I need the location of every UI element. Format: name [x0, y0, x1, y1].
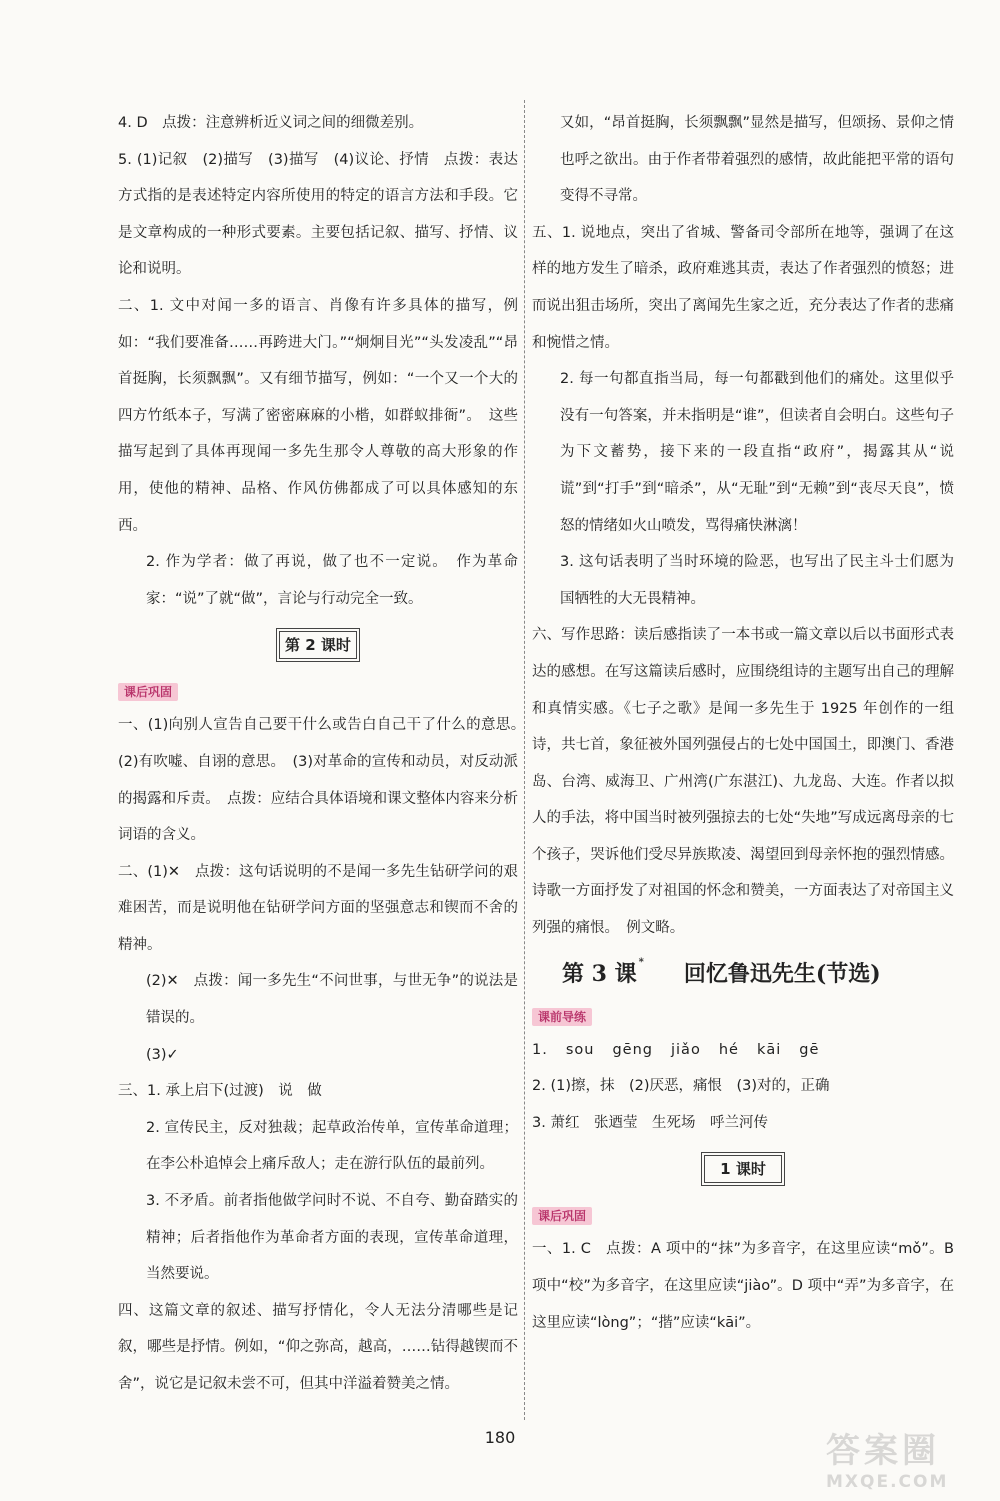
consolidate-4: 四、这篇文章的叙述、描写抒情化，令人无法分清哪些是记叙，哪些是抒情。例如，“仰之弥高，越高，……钻得越锲而不舍”，说它是记叙未尝不可，但其中洋溢着赞美之情。 — [118, 1302, 518, 1392]
after-class-tag-2: 课后巩固 — [532, 1207, 592, 1225]
consolidate-2-2: (2)✕ 点拨：闻一多先生“不问世事，与世无争”的说法是错误的。 — [146, 973, 518, 1027]
answer-2-2: 2. 作为学者：做了再说，做了也不一定说。 作为革命家：“说”了就“做”，言论与行动完全一致。 — [146, 554, 518, 607]
after-class-tag: 课后巩固 — [118, 683, 178, 701]
site-watermark — [826, 1423, 986, 1493]
consolidate-1: 一、(1)向别人宣告自己要干什么或告白自己干了什么的意思。 (2)有吹嘘、自诩的意思。 (3)对革命的宣传和动员，对反动派的揭露和斥责。 点拨：应结合具体语境和课文整体内容来分析词语的含义。 — [118, 717, 533, 844]
consolidate-3-1: 三、1. 承上启下(过渡) 说 做 — [118, 1083, 322, 1100]
word-meaning-answer: 2. (1)擦，抹 (2)厌恶，痛恨 (3)对的，正确 — [532, 1078, 830, 1095]
consolidate-3-2: 2. 宣传民主，反对独裁；起草政治传单，宣传革命道理；在李公朴追悼会上痛斥敌人；走在游行队伍的最前列。 — [146, 1119, 518, 1173]
right-column — [532, 105, 954, 1341]
author-answer: 3. 萧红 张迺莹 生死场 呼兰河传 — [532, 1114, 768, 1131]
lesson-3-number: 第 3 课 — [562, 960, 637, 987]
lesson-3-title — [532, 957, 954, 988]
pinyin-label: 1. — [532, 1041, 548, 1058]
lesson-2-heading: 第 2 课时 — [279, 631, 357, 659]
watermark-url: MXQE.COM — [826, 1472, 949, 1492]
consolidate-1-1: 一、1. C 点拨：A 项中的“抹”为多音字，在这里应读“mǒ”。B 项中“校”为多音字，在这里应读“jiào”。D 项中“弄”为多音字，在这里应读“lòng”；“揩”应读“kāi”。 — [532, 1241, 954, 1331]
watermark-logo: 答案圈 — [826, 1431, 940, 1471]
lesson-3-name: 回忆鲁迅先生(节选) — [683, 960, 881, 987]
consolidate-3-3: 3. 不矛盾。前者指他做学问时不说、不自夸、勤奋踏实的精神；后者指他作为革命者方面的表现，宣传革命道理，当然要说。 — [146, 1193, 518, 1283]
optional-star: * — [638, 956, 644, 968]
answer-2-1: 二、1. 文中对闻一多的语言、肖像有许多具体的描写，例如：“我们要准备……再跨进大门。”“炯炯目光”“头发凌乱”“昂首挺胸，长须飘飘”。又有细节描写，例如：“一个又一个大的四方竹纸本子，写满了密密麻麻的小楷，如群蚁排衙”。 这些描写起到了具体再现闻一多先生那令人尊敬的高大形象的作用，使他的精神、品格、作风仿佛都成了可以具体感知的东西。 — [118, 297, 518, 534]
pre-class-tag: 课前导练 — [532, 1008, 592, 1026]
pinyin-answer: 1. sou gēng jiǎo hé kāi gē — [532, 1041, 820, 1058]
answer-5: 5. (1)记叙 (2)描写 (3)描写 (4)议论、抒情 点拨：表达方式指的是表述特定内容所使用的特定的语言方法和手段。它是文章构成的一种形式要素。主要包括记叙、描写、抒情、议论和说明。 — [118, 151, 519, 278]
page-number: 180 — [484, 1428, 516, 1447]
answer-6-writing: 六、写作思路：读后感指读了一本书或一篇文章以后以书面形式表达的感想。在写这篇读后感时，应围绕组诗的主题写出自己的理解和真情实感。《七子之歌》是闻一多先生于 1925 年创作的一组诗，共七首，象征被外国列强侵占的七处中国国土，即澳门、香港岛、台湾、威海卫、广州湾(广东湛江)、九龙岛、大连。作者以拟人的手法，将中国当时被列强掠去的七处“失地”写成远离母亲的七个孩子，哭诉他们受尽异族欺凌、渴望回到母亲怀抱的强烈情感。诗歌一方面抒发了对祖国的怀念和赞美，一方面表达了对帝国主义列强的痛恨。 例文略。 — [532, 627, 954, 937]
consolidate-2-1: 二、(1)✕ 点拨：这句话说明的不是闻一多先生钻研学问的艰难困苦，而是说明他在钻研学问方面的坚强意志和锲而不舍的精神。 — [118, 863, 518, 953]
answer-4: 4. D 点拨：注意辨析近义词之间的细微差别。 — [118, 115, 424, 131]
answer-5-2: 2. 每一句都直指当局，每一句都戳到他们的痛处。这里似乎没有一句答案，并未指明是“谁”，但读者自会明白。这些句子为下文蓄势，接下来的一段直指“政府”，揭露其从“说谎”到“打手”到“暗杀”，从“无耻”到“无赖”到“丧尽天良”，愤怒的情绪如火山喷发，骂得痛快淋漓！ — [560, 371, 954, 534]
consolidate-2-3: (3)✓ — [146, 1046, 179, 1063]
answer-5-1: 五、1. 说地点，突出了省城、警备司令部所在地等，强调了在这样的地方发生了暗杀，政府难逃其责，表达了作者强烈的愤怒；进而说出狙击场所，突出了离闻先生家之近，充分表达了作者的悲痛和惋惜之情。 — [532, 224, 954, 351]
answer-5-3: 3. 这句话表明了当时环境的险恶，也写出了民主斗士们愿为国牺牲的大无畏精神。 — [560, 554, 954, 607]
continued-text: 又如，“昂首挺胸，长须飘飘”显然是描写，但颂扬、景仰之情也呼之欲出。由于作者带着强烈的感情，故此能把平常的语句变得不寻常。 — [560, 115, 954, 205]
column-divider — [524, 100, 525, 1420]
left-column — [118, 105, 533, 1403]
lesson-1-heading: 1 课时 — [704, 1155, 782, 1183]
